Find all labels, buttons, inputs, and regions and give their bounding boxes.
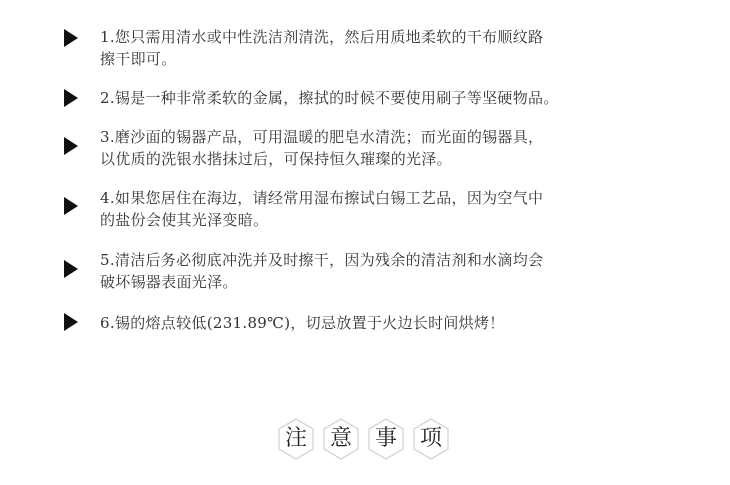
title-char: 项	[419, 426, 442, 451]
triangle-bullet-icon	[64, 260, 78, 278]
title-char: 意	[329, 426, 352, 451]
instruction-text: 6.锡的熔点较低(231.89℃)，切忌放置于火边长时间烘烤！	[100, 314, 505, 332]
title-char-hexagon	[321, 417, 361, 461]
instruction-text: 5.清洁后务必彻底冲洗并及时擦干，因为残余的清洁剂和水滴均会 破坏锡器表面光泽。	[100, 251, 544, 291]
title-char-hexagon	[366, 417, 406, 461]
triangle-bullet-icon	[64, 313, 78, 331]
instruction-text: 1.您只需用清水或中性洗洁剂清洗，然后用质地柔软的干布顺纹路 擦干即可。	[100, 28, 544, 68]
title-char: 注	[284, 426, 307, 451]
instruction-text: 2.锡是一种非常柔软的金属，擦拭的时候不要使用刷子等坚硬物品。	[100, 89, 559, 107]
triangle-bullet-icon	[64, 89, 78, 107]
triangle-bullet-icon	[64, 197, 78, 215]
title-char-hexagon	[411, 417, 451, 461]
title-char: 事	[374, 426, 397, 451]
instruction-text: 4.如果您居住在海边，请经常用湿布擦试白锡工艺品，因为空气中 的盐份会使其光泽变暗。	[100, 189, 544, 229]
triangle-bullet-icon	[64, 137, 78, 155]
title-char-hexagon	[276, 417, 316, 461]
triangle-bullet-icon	[64, 29, 78, 47]
instruction-text: 3.磨沙面的锡器产品，可用温暖的肥皂水清洗；而光面的锡器具， 以优质的洗银水揩抹过后，可保持恒久璀璨的光泽。	[100, 128, 544, 168]
